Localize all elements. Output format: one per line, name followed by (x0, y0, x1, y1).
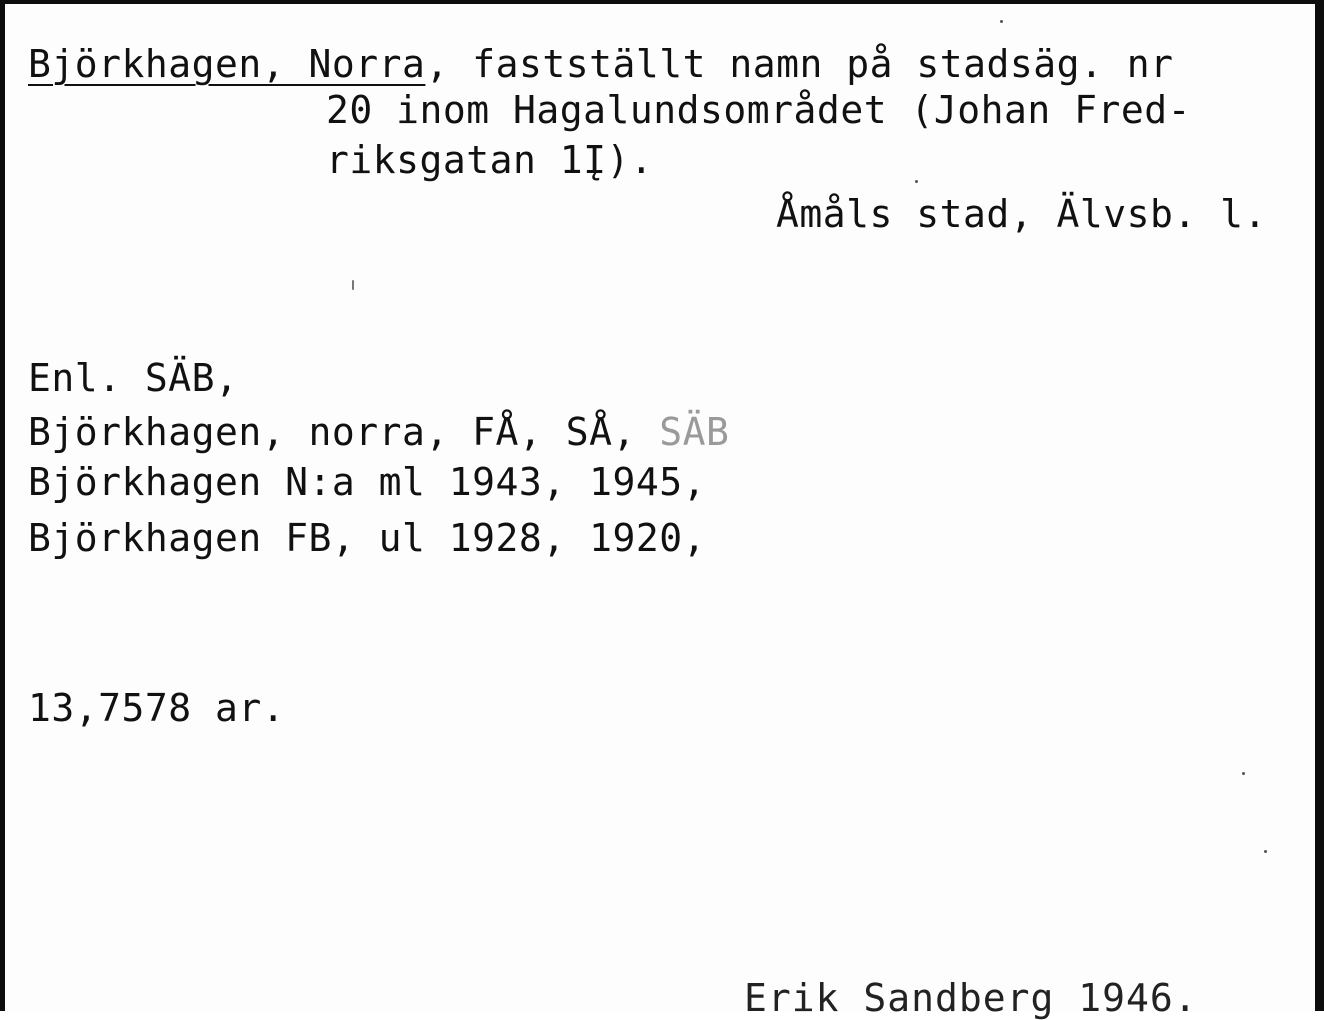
scan-speck (1264, 850, 1267, 853)
card-left-edge (0, 0, 5, 1011)
place-name-title: Björkhagen, Norra (28, 42, 426, 86)
scan-speck (1000, 20, 1003, 23)
location-line: Åmåls stad, Älvsb. l. (776, 192, 1267, 236)
scan-mark (352, 280, 354, 290)
heading-description: , fastställt namn på stadsäg. nr (425, 42, 1174, 86)
source-line-1-faint: SÄB (659, 410, 730, 454)
card-right-edge (1315, 0, 1324, 1011)
heading-line-2: 20 inom Hagalundsområdet (Johan Fred- (326, 88, 1191, 132)
heading-line-1 (28, 42, 1174, 86)
source-line-1-main: Björkhagen, norra, FÅ, SÅ, (28, 410, 660, 454)
card-top-edge (0, 0, 1324, 4)
scan-speck (1242, 772, 1245, 775)
sources-intro: Enl. SÄB, (28, 356, 239, 400)
source-line-1 (28, 410, 729, 454)
area-value: 13,7578 ar. (28, 686, 286, 730)
scan-speck (915, 180, 918, 183)
signature-line: Erik Sandberg 1946. (744, 976, 1198, 1020)
source-line-2: Björkhagen N:a ml 1943, 1945, (28, 460, 706, 504)
heading-line-3: riksgatan 1Į). (326, 138, 654, 182)
source-line-3: Björkhagen FB, ul 1928, 1920, (28, 516, 706, 560)
